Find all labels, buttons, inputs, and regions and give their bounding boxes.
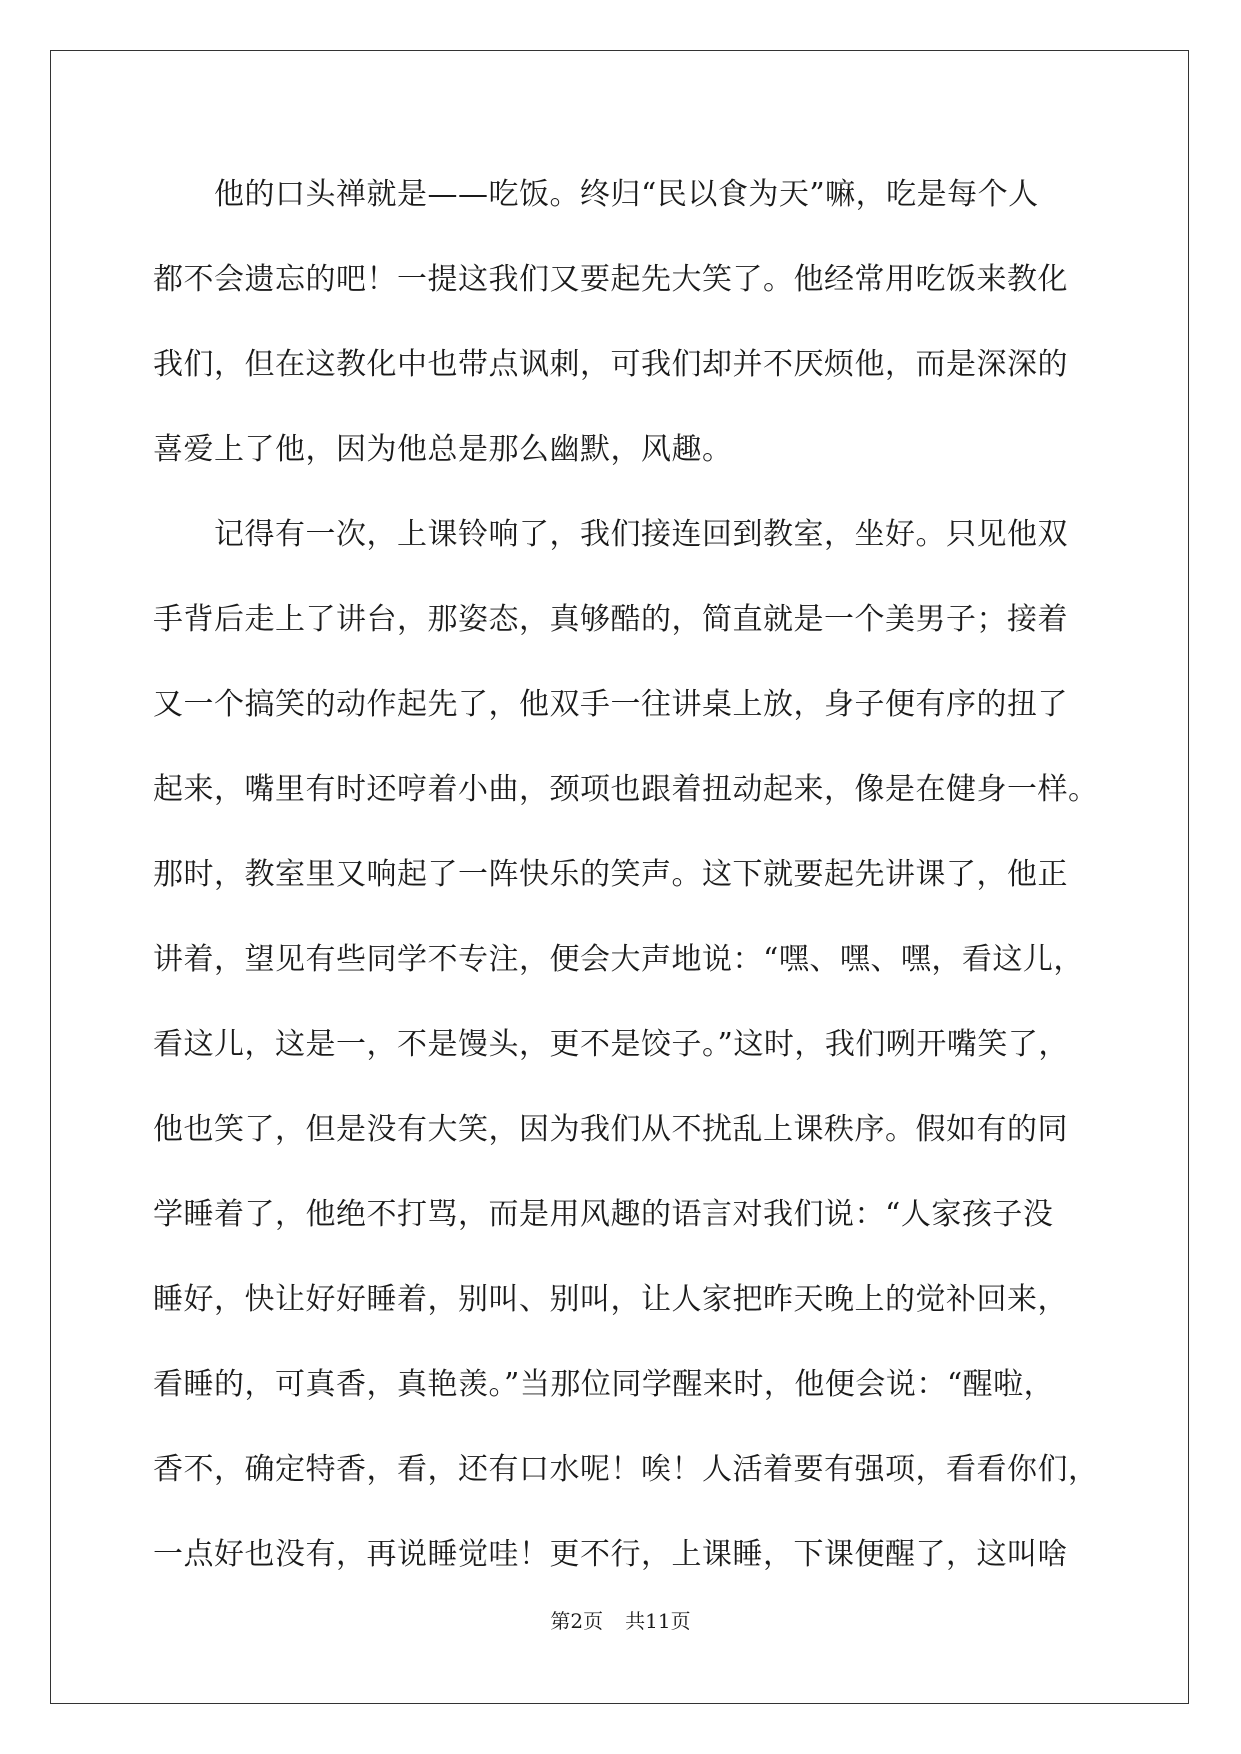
document-body — [153, 165, 1098, 1610]
total-pages: 共11页 — [625, 1609, 691, 1633]
text-line: 他的口头禅就是——吃饭。终归“民以食为天”嘛，吃是每个人 — [153, 177, 1039, 212]
text-line: 香不，确定特香，看，还有口水呢！唉！人活着要有强项，看看你们， — [153, 1452, 1099, 1487]
text-line: 睡好，快让好好睡着，别叫、别叫，让人家把昨天晚上的觉补回来， — [153, 1282, 1068, 1317]
text-line: 手背后走上了讲台，那姿态，真够酷的，简直就是一个美男子；接着 — [153, 602, 1068, 637]
text-line: 看这儿，这是一，不是馒头，更不是饺子。”这时，我们咧开嘴笑了， — [153, 1027, 1069, 1062]
page-footer — [0, 1605, 1241, 1634]
text-line: 学睡着了，他绝不打骂，而是用风趣的语言对我们说：“人家孩子没 — [153, 1197, 1054, 1232]
text-line: 记得有一次，上课铃响了，我们接连回到教室，坐好。只见他双 — [153, 517, 1068, 552]
text-line: 又一个搞笑的动作起先了，他双手一往讲桌上放，身子便有序的扭了 — [153, 687, 1068, 722]
text-line: 他也笑了，但是没有大笑，因为我们从不扰乱上课秩序。假如有的同 — [153, 1112, 1068, 1147]
text-line: 讲着，望见有些同学不专注，便会大声地说：“嘿、嘿、嘿，看这儿， — [153, 942, 1084, 977]
text-line: 喜爱上了他，因为他总是那么幽默，风趣。 — [153, 432, 733, 467]
text-line: 一点好也没有，再说睡觉哇！更不行，上课睡，下课便醒了，这叫啥 — [153, 1537, 1068, 1572]
text-line: 那时，教室里又响起了一阵快乐的笑声。这下就要起先讲课了，他正 — [153, 857, 1068, 892]
text-line: 都不会遗忘的吧！一提这我们又要起先大笑了。他经常用吃饭来教化 — [153, 262, 1068, 297]
text-line: 起来，嘴里有时还哼着小曲，颈项也跟着扭动起来，像是在健身一样。 — [153, 772, 1099, 807]
text-line: 我们，但在这教化中也带点讽刺，可我们却并不厌烦他，而是深深的 — [153, 347, 1068, 382]
page-number: 第2页 — [550, 1609, 604, 1633]
text-line: 看睡的，可真香，真艳羡。”当那位同学醒来时，他便会说：“醒啦， — [153, 1367, 1055, 1402]
